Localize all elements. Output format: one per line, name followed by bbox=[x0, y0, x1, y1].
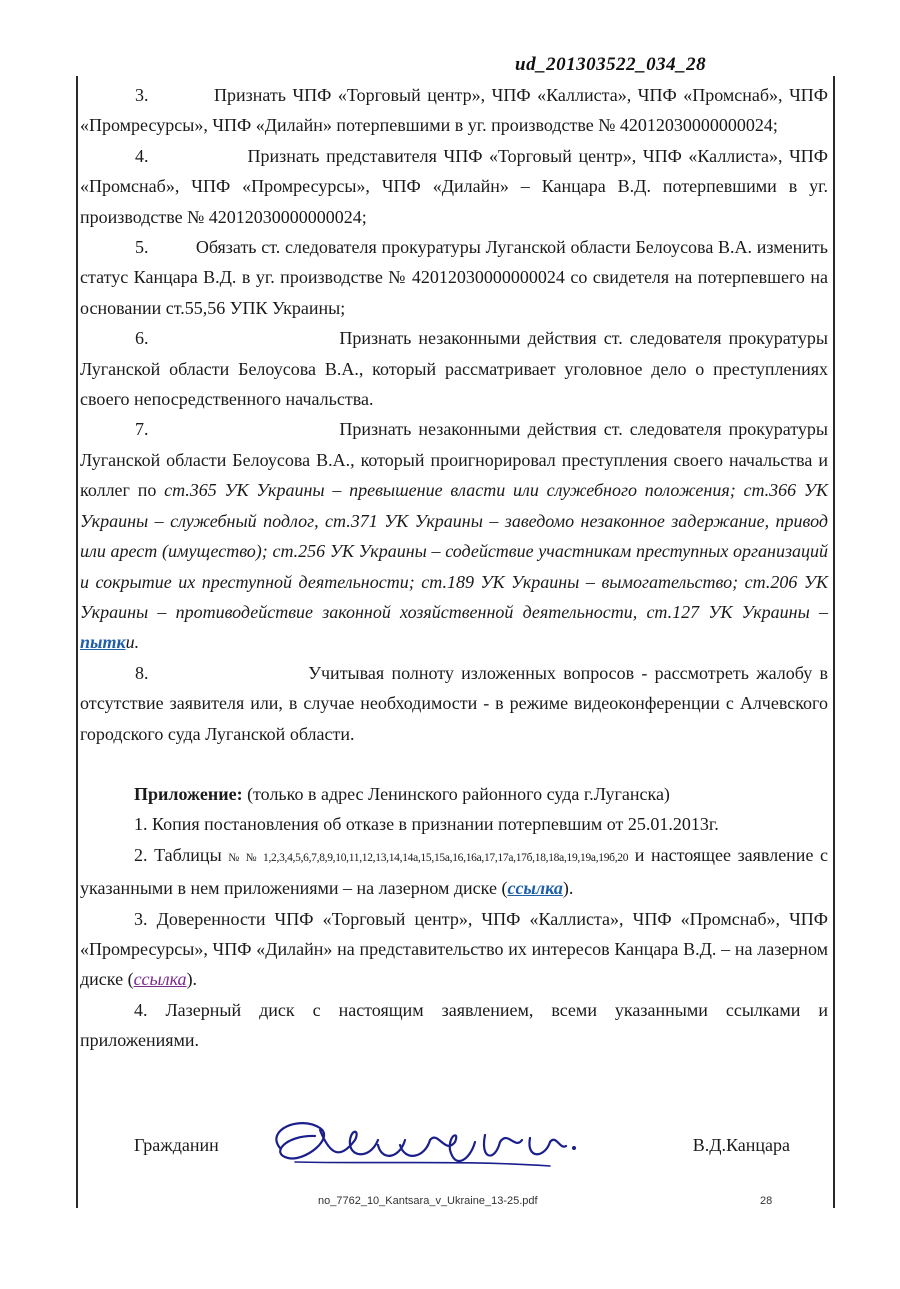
document-id: ud_201303522_034_28 bbox=[515, 54, 707, 75]
reference-link[interactable]: ссылка bbox=[507, 878, 563, 899]
text-run: 1. Копия постановления об отказе в признании потерпевшим от 25.01.2013г. bbox=[134, 814, 719, 835]
text-run: 2. Таблицы bbox=[134, 844, 229, 865]
appendix-item bbox=[80, 995, 828, 1056]
signer-name: В.Д.Канцара bbox=[692, 1135, 790, 1155]
text-run: Признать ЧПФ «Торговый центр», ЧПФ «Каллиста», ЧПФ «Промснаб», ЧПФ «Промресурсы», ЧПФ «Дилайн» потерпевшими в уг. производстве № 42012030000000024; bbox=[80, 85, 828, 136]
reference-link[interactable]: пытк bbox=[80, 632, 126, 653]
numbered-item bbox=[80, 141, 828, 232]
numbered-item bbox=[80, 323, 828, 414]
text-run: Признать незаконными действия ст. следователя прокуратуры Луганской области Белоусова В.А., который проигнорировал преступления своего начальства и коллег по bbox=[80, 419, 828, 501]
text-run: ст.365 УК Украины – превышение власти или служебного положения; ст.366 УК Украины – служебный подлог, ст.371 УК Украины – заведомо незаконное задержание, привод или арест (имущество); ст.256 УК Украины – содействие участникам преступных организаций и сокрытие их преступной деятельности; ст.189 УК Украины – вымогательство; ст.206 УК Украины – противодействие законной хозяйственной деятельности, ст.127 УК Украины – bbox=[80, 480, 828, 622]
right-margin-line bbox=[833, 76, 835, 1208]
document-body bbox=[80, 80, 828, 1056]
signature-block bbox=[80, 1120, 828, 1190]
reference-link[interactable]: ссылка bbox=[133, 969, 187, 990]
text-run: № № 1,2,3,4,5,6,7,8,9,10,11,12,13,14,14а,15,15а,16,16а,17,17а,17б,18,18а,19,19а,19б,20 bbox=[228, 851, 629, 864]
item-number: 8. bbox=[135, 662, 149, 683]
text-run: и. bbox=[125, 632, 140, 653]
text-run: 4. Лазерный диск с настоящим заявлением, всеми указанными ссылками и приложениями. bbox=[80, 999, 828, 1051]
left-margin-line bbox=[76, 76, 78, 1208]
appendix-item bbox=[80, 904, 828, 995]
appendix-subtitle: (только в адрес Ленинского районного суда г.Луганска) bbox=[242, 783, 670, 804]
handwritten-signature-icon bbox=[260, 1100, 620, 1190]
item-number: 3. bbox=[135, 85, 149, 105]
text-run: ). bbox=[562, 878, 574, 899]
page-number: 28 bbox=[760, 1195, 773, 1207]
text-run: и настоящее заявление с указанными в нем приложениями – на лазерном диске ( bbox=[80, 844, 828, 899]
text-run: ). bbox=[186, 969, 198, 990]
signer-title: Гражданин bbox=[134, 1135, 219, 1155]
item-number: 5. bbox=[135, 237, 149, 258]
text-run: Признать незаконными действия ст. следователя прокуратуры Луганской области Белоусова В.А., который рассматривает уголовное дело о преступлениях своего непосредственного начальства. bbox=[80, 328, 828, 410]
item-number: 7. bbox=[135, 419, 149, 440]
appendix-item bbox=[80, 809, 828, 839]
appendix-item bbox=[80, 840, 828, 904]
numbered-item bbox=[80, 232, 828, 323]
item-number: 6. bbox=[135, 328, 149, 349]
text-run: Обязать ст. следователя прокуратуры Луганской области Белоусова В.А. изменить статус Канцара В.Д. в уг. производстве № 42012030000000024 со свидетеля на потерпевшего на основании ст.55,56 УПК Украины; bbox=[80, 237, 828, 318]
text-run: Учитывая полноту изложенных вопросов - рассмотреть жалобу в отсутствие заявителя или, в случае необходимости - в режиме видеоконференции с Алчевского городского суда Луганской области. bbox=[80, 662, 828, 744]
appendix-title: Приложение: bbox=[134, 783, 243, 804]
numbered-item bbox=[80, 658, 828, 749]
appendix-heading bbox=[80, 779, 828, 809]
item-number: 4. bbox=[135, 145, 149, 166]
text-run: Признать представителя ЧПФ «Торговый центр», ЧПФ «Каллиста», ЧПФ «Промснаб», ЧПФ «Промресурсы», ЧПФ «Дилайн» – Канцара В.Д. потерпевшими в уг. производстве № 42012030000000024; bbox=[80, 145, 828, 227]
numbered-item bbox=[80, 80, 828, 141]
footer-filename: no_7762_10_Kantsara_v_Ukraine_13-25.pdf bbox=[318, 1195, 538, 1207]
numbered-item bbox=[80, 414, 828, 657]
text-run: 3. Доверенности ЧПФ «Торговый центр», ЧПФ «Каллиста», ЧПФ «Промснаб», ЧПФ «Промресурсы», ЧПФ «Дилайн» на представительство их интересов Канцара В.Д. – на лазерном диске ( bbox=[80, 908, 828, 990]
